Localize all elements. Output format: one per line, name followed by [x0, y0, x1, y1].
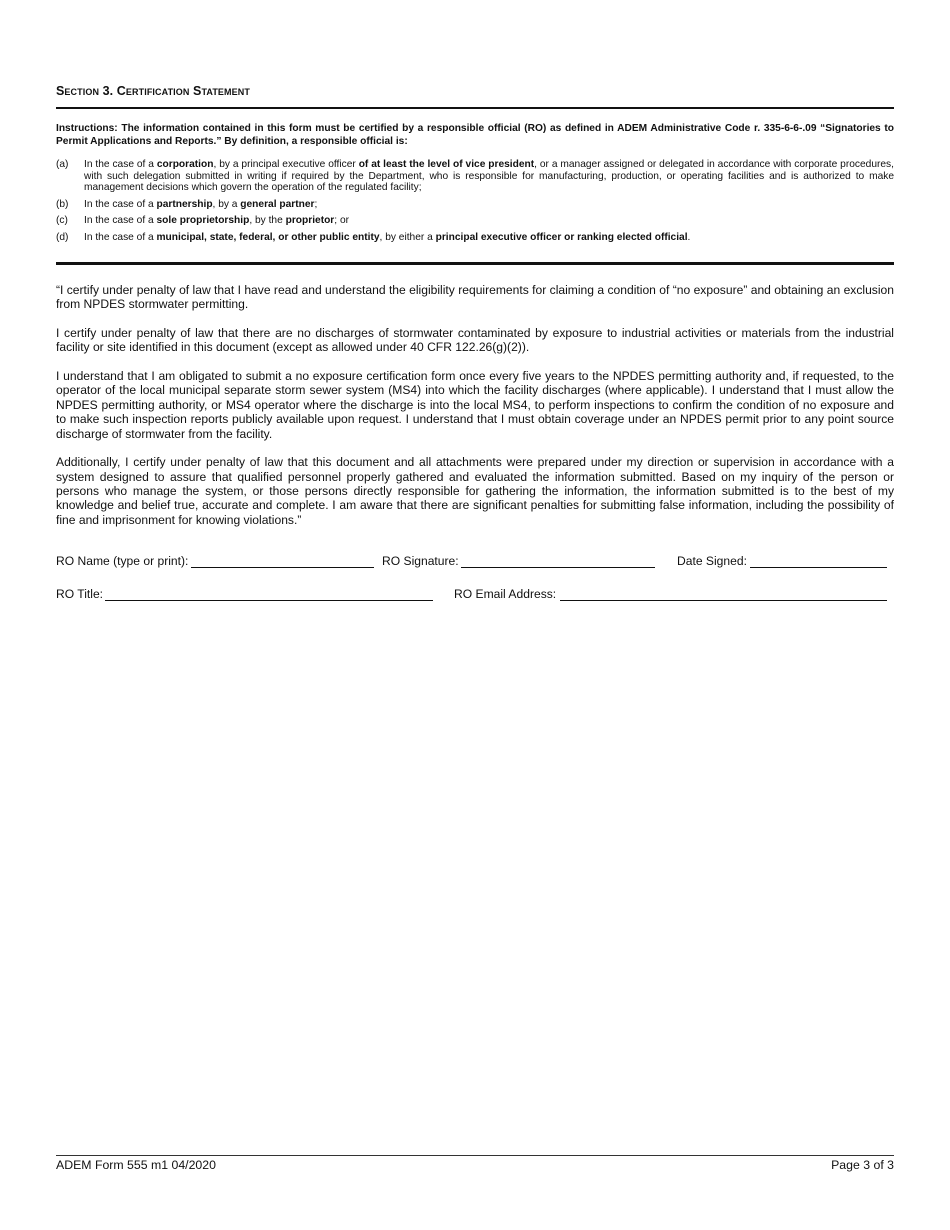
ro-name-label: RO Name (type or print): — [56, 554, 189, 568]
certification-paragraph: I understand that I am obligated to submit a no exposure certification form once every five years to the NPDES permitting authority and, if requested, to the operator of the local municipal separate storm sewer system (MS4) into which the facility discharges (where applicable). I understand that I must allow the NPDES permitting authority, or MS4 operator where the discharge is into the local MS4, to perform inspections to confirm the condition of no exposure and to make such inspection reports publicly available upon request. I understand that I must obtain coverage under an NPDES permit prior to any point source discharge of stormwater from the facility. — [56, 369, 894, 441]
list-item-label: (a) — [56, 159, 69, 170]
form-identifier: ADEM Form 555 m1 04/2020 — [56, 1158, 216, 1172]
list-item-text: In the case of a corporation, by a principal executive officer of at least the level of vice president, or a manager assigned or delegated in accordance with corporate procedures, with such delegation submitted in writing if required by the Department, who is responsible for manufacturing, production, or operating facilities and is authorized to make management decisions which govern the operation of the regulated facility; — [84, 159, 894, 194]
ro-title-field[interactable] — [105, 587, 433, 601]
date-signed-label: Date Signed: — [677, 554, 747, 568]
instructions-text: Instructions: The information contained in this form must be certified by a responsible official (RO) as defined in ADEM Administrative Code r. 335-6-6-.09 “Signatories to Permit Applications and Reports.” By definition, a responsible official is: — [56, 123, 894, 147]
footer-divider — [56, 1155, 894, 1156]
ro-title-label: RO Title: — [56, 587, 104, 601]
list-item — [56, 199, 894, 211]
responsible-official-list — [56, 159, 894, 249]
list-item — [56, 159, 894, 194]
certification-divider — [56, 262, 894, 265]
ro-email-field[interactable] — [560, 587, 887, 601]
certification-paragraph: Additionally, I certify under penalty of law that this document and all attachments were prepared under my direction or supervision in accordance with a system designed to assure that qualified personnel properly gathered and evaluated the information submitted. Based on my inquiry of the person or persons who manage the system, or those persons directly responsible for gathering the information, the information submitted is to the best of my knowledge and belief true, accurate and complete. I am aware that there are significant penalties for submitting false information, including the possibility of fine and imprisonment for knowing violations.” — [56, 455, 894, 527]
list-item — [56, 215, 894, 227]
section-title: Section 3. Certification Statement — [56, 84, 250, 98]
ro-name-field[interactable] — [191, 554, 374, 568]
ro-signature-label: RO Signature: — [382, 554, 459, 568]
ro-email-label: RO Email Address: — [454, 587, 557, 601]
page-number: Page 3 of 3 — [831, 1158, 894, 1172]
list-item-label: (c) — [56, 215, 68, 227]
date-signed-field[interactable] — [750, 554, 887, 568]
list-item-text: In the case of a partnership, by a general partner; — [84, 198, 318, 210]
list-item-text: In the case of a sole proprietorship, by the proprietor; or — [84, 215, 350, 227]
list-item-text: In the case of a municipal, state, federal, or other public entity, by either a principal executive officer or ranking elected official. — [84, 231, 691, 243]
list-item-label: (d) — [56, 231, 69, 243]
certification-body — [56, 283, 894, 541]
certification-paragraph: I certify under penalty of law that there are no discharges of stormwater contaminated by exposure to industrial activities or materials from the industrial facility or site identified in this document (except as allowed under 40 CFR 122.26(g)(2)). — [56, 326, 894, 355]
certification-paragraph: “I certify under penalty of law that I have read and understand the eligibility requirements for claiming a condition of “no exposure” and obtaining an exclusion from NPDES stormwater permitting. — [56, 283, 894, 312]
section-divider — [56, 107, 894, 109]
ro-signature-field[interactable] — [461, 554, 655, 568]
list-item — [56, 232, 894, 244]
list-item-label: (b) — [56, 198, 69, 210]
